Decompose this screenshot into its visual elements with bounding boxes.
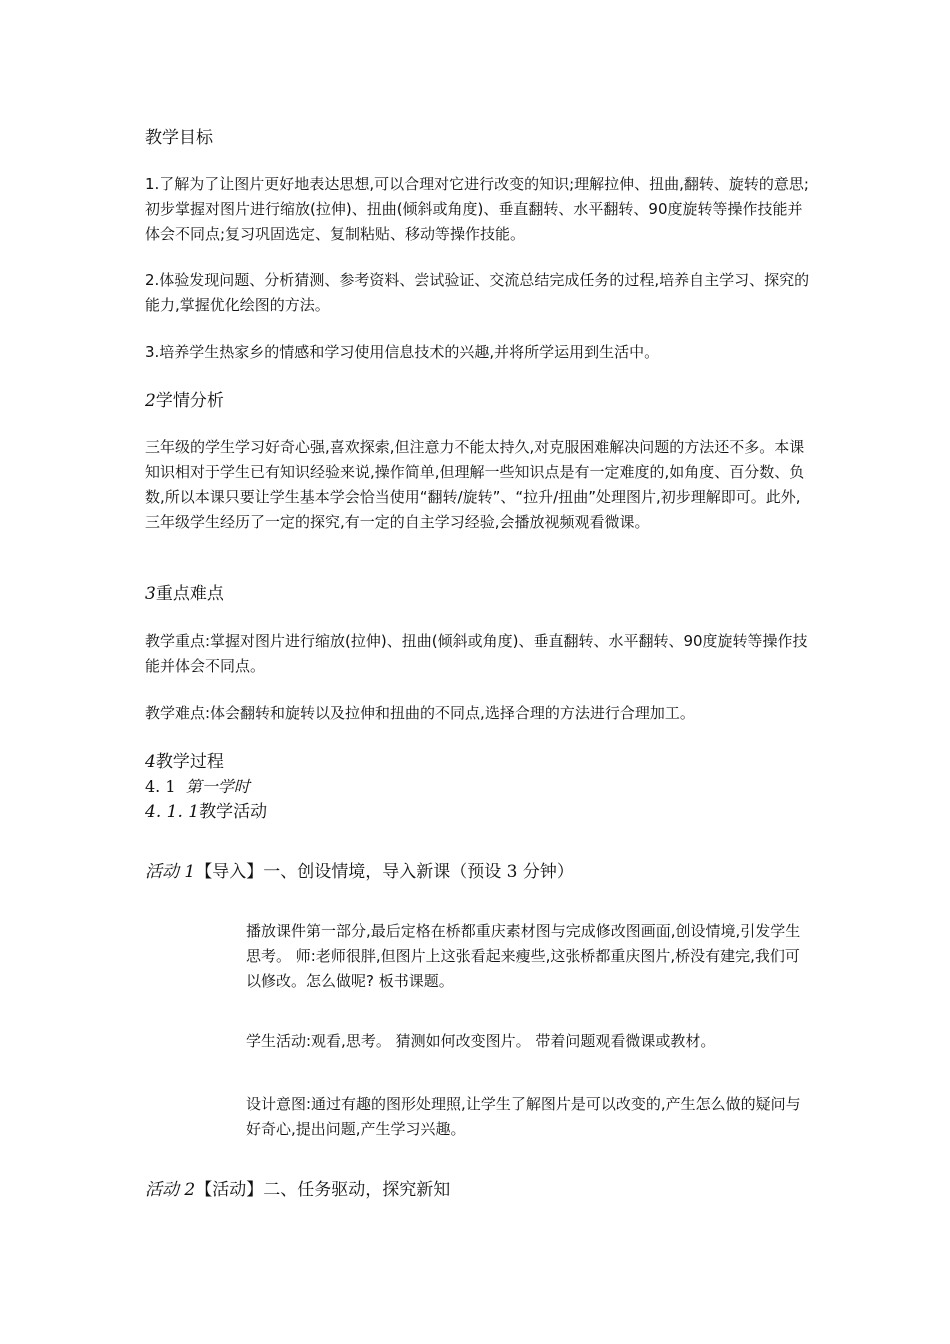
- keypoints-difficulty: 教学难点:体会翻转和旋转以及拉伸和扭曲的不同点,选择合理的方法进行合理加工。: [145, 704, 695, 722]
- process-title: 教学过程: [155, 752, 224, 772]
- activity-1-number: 1: [184, 862, 196, 882]
- keypoints-number: 3: [145, 584, 156, 604]
- activity-2-heading: [145, 1178, 810, 1202]
- lesson-heading: [145, 776, 810, 798]
- analysis-number: 2: [145, 391, 156, 411]
- activity-2-title: 【活动】二、任务驱动，探究新知: [195, 1180, 451, 1200]
- keypoints-title: 重点难点: [155, 584, 224, 604]
- process-heading: [145, 750, 810, 774]
- activity-1-label: 活动: [145, 862, 179, 882]
- objective-item-3: 3.培养学生热家乡的情感和学习使用信息技术的兴趣,并将所学运用到生活中。: [145, 343, 660, 361]
- keypoints-focus: 教学重点:掌握对图片进行缩放(拉伸)、扭曲(倾斜或角度)、垂直翻转、水平翻转、90度旋转等操作技能并体会不同点。: [145, 632, 808, 675]
- analysis-title: 学情分析: [155, 391, 224, 411]
- activity-1-paragraph-3: 设计意图:通过有趣的图形处理照,让学生了解图片是可以改变的,产生怎么做的疑问与好奇心,提出问题,产生学习兴趣。: [246, 1095, 801, 1138]
- activity-1-title: 【导入】一、创设情境，导入新课（预设 3 分钟）: [195, 862, 574, 882]
- activity-section-number: 4. 1. 1: [145, 802, 200, 822]
- objective-item-1: 1.了解为了让图片更好地表达思想,可以合理对它进行改变的知识;理解拉伸、扭曲,翻转、旋转的意思;初步掌握对图片进行缩放(拉伸)、扭曲(倾斜或角度)、垂直翻转、水平翻转、90度旋转等操作技能并体会不同点;复习巩固选定、复制粘贴、移动等操作技能。: [145, 175, 809, 243]
- objectives-heading: 教学目标: [145, 128, 213, 148]
- activity-1-paragraph-1: 播放课件第一部分,最后定格在桥都重庆素材图与完成修改图画面,创设情境,引发学生思考。 师:老师很胖,但图片上这张看起来瘦些,这张桥都重庆图片,桥没有建完,我们可以修改。怎么做呢? 板书课题。: [246, 922, 801, 990]
- keypoints-heading: [145, 582, 810, 606]
- activity-section-heading: [145, 800, 810, 824]
- activity-2-number: 2: [184, 1180, 196, 1200]
- analysis-heading: [145, 389, 810, 413]
- activity-2-label: 活动: [145, 1180, 179, 1200]
- process-number: 4: [145, 752, 156, 772]
- activity-section-title: 教学活动: [199, 802, 268, 822]
- activity-1-heading: [145, 860, 810, 884]
- lesson-title: 第一学时: [185, 777, 250, 796]
- objective-item-2: 2.体验发现问题、分析猜测、参考资料、尝试验证、交流总结完成任务的过程,培养自主学习、探究的能力,掌握优化绘图的方法。: [145, 271, 810, 314]
- analysis-body: 三年级的学生学习好奇心强,喜欢探索,但注意力不能太持久,对克服困难解决问题的方法还不多。本课知识相对于学生已有知识经验来说,操作简单,但理解一些知识点是有一定难度的,如角度、百分数、负数,所以本课只要让学生基本学会恰当使用“翻转/旋转”、“拉升/扭曲”处理图片,初步理解即可。此外,三年级学生经历了一定的探究,有一定的自主学习经验,会播放视频观看微课。: [145, 438, 805, 531]
- lesson-number: 4. 1: [145, 777, 176, 796]
- activity-1-paragraph-2: 学生活动:观看,思考。 猜测如何改变图片。 带着问题观看微课或教材。: [246, 1032, 716, 1050]
